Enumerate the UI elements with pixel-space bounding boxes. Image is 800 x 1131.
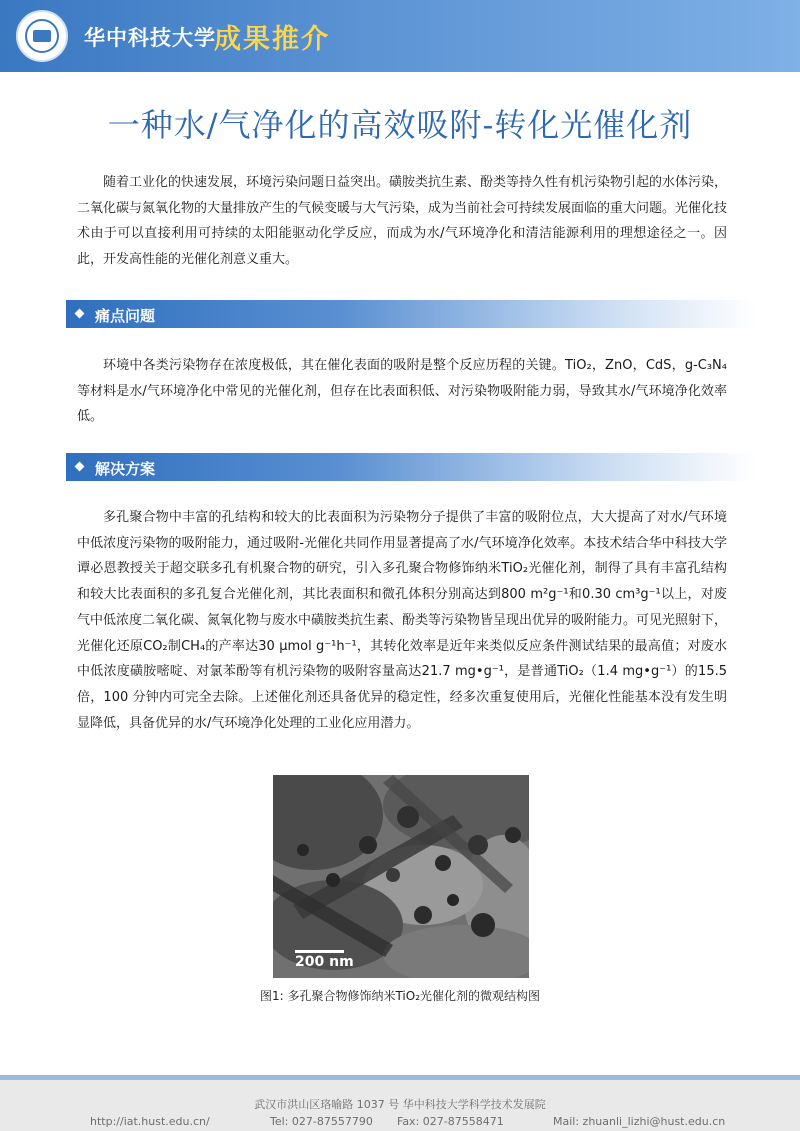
footer-fax: Fax: 027-87558471 [397,1115,504,1128]
footer-mail-link[interactable]: Mail: zhuanli_lizhi@hust.edu.cn [553,1115,726,1128]
page-title: 一种水/气净化的高效吸附-转化光催化剂 [107,106,693,144]
figure-caption: 图1: 多孔聚合物修饰纳米TiO₂光催化剂的微观结构图 [259,989,541,1003]
university-logo-icon [16,10,68,62]
solution-paragraph: 多孔聚合物中丰富的孔结构和较大的比表面积为污染物分子提供了丰富的吸附位点，大大提高了对水/气环境中低浓度污染物的吸附能力，通过吸附-光催化共同作用显著提高了水/气环境净化效率。本技术结合华中科技大学谭必恩教授关于超交联多孔有机聚合物的研究，引入多孔聚合物修饰纳米TiO₂光催化剂，制得了具有丰富孔结构和较大比表面积的多孔复合光催化剂，其比表面积和微孔体积分别高达到800 m²g⁻¹和0.30 cm³g⁻¹以上，对废气中低浓度二氧化碳、氮氧化物与废水中磺胺类抗生素、酚类等污染物皆呈现出优异的吸附能力。可见光照射下，光催化还原CO₂制CH₄的产率达30 μmol g⁻¹h⁻¹，其转化效率是近年来类似反应条件测试结果的最高值；对废水中低浓度磺胺嘧啶、对氯苯酚等有机污染物的吸附容量高达21.7 mg•g⁻¹，是普通TiO₂（1.4 mg•g⁻¹）的15.5倍，100 分钟内可完全去除。上述催化剂还具备优异的稳定性，经多次重复使用后，光催化性能基本没有发生明显降低，具备优异的水/气环境净化处理的工业化应用潜力。 [77,510,728,731]
university-name: 华中科技大学 [84,26,216,50]
diamond-bullet-icon [75,309,85,319]
diamond-bullet-icon [75,462,85,472]
achievement-tagline: 成果推介 [214,24,330,55]
footer-address: 武汉市洪山区珞喻路 1037 号 华中科技大学科学技术发展院 [254,1098,546,1111]
footer-url-link[interactable]: http://iat.hust.edu.cn/ [90,1115,210,1128]
scale-bar [295,950,344,953]
footer-divider [0,1075,800,1080]
section-header-pain-points [66,300,756,328]
header-banner [0,0,800,72]
section-title: 解决方案 [95,460,156,478]
tem-micrograph-image [273,775,529,978]
pain-points-paragraph: 环境中各类污染物存在浓度极低，其在催化表面的吸附是整个反应历程的关键。TiO₂，ZnO，CdS，g-C₃N₄等材料是水/气环境净化中常见的光催化剂，但存在比表面积低、对污染物吸附能力弱，导致其水/气环境净化效率低。 [77,358,727,425]
footer-tel: Tel: 027-87557790 [270,1115,373,1128]
intro-paragraph: 随着工业化的快速发展，环境污染问题日益突出。磺胺类抗生素、酚类等持久性有机污染物引起的水体污染，二氧化碳与氮氧化物的大量排放产生的气候变暖与大气污染，成为当前社会可持续发展面临的重大问题。光催化技术由于可以直接利用可持续的太阳能驱动化学反应，而成为水/气环境净化和清洁能源利用的理想途径之一。因此，开发高性能的光催化剂意义重大。 [77,175,728,268]
micrograph-texture [273,775,529,978]
scale-label: 200 nm [295,954,354,970]
section-header-solution [66,453,756,481]
section-title: 痛点问题 [95,307,156,325]
